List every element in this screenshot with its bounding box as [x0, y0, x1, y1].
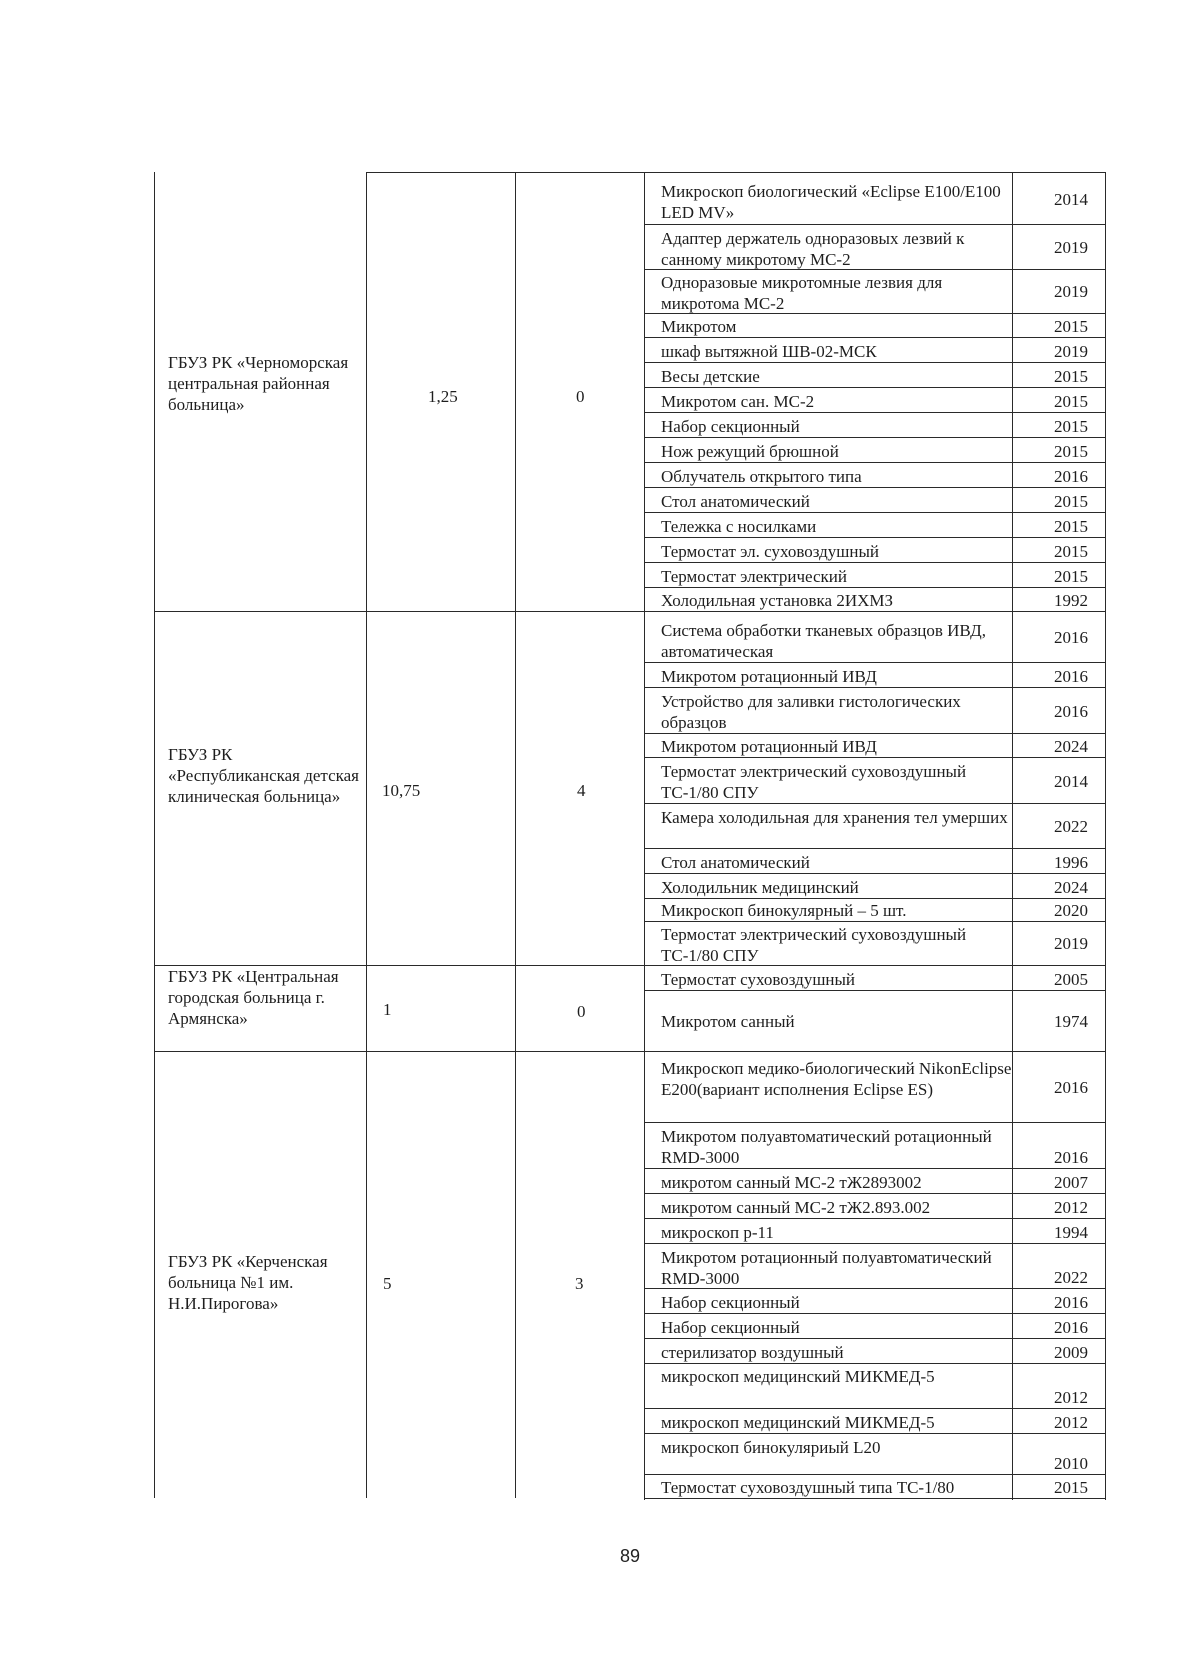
equipment-year: 2016 — [1054, 701, 1088, 721]
equipment-name: Одноразовые микротомные лезвия для микротома МС-2 — [661, 273, 943, 313]
equipment-name: Облучатель открытого типа — [661, 467, 862, 486]
equipment-name: Микротом полуавтоматический ротационный RMD-3000 — [661, 1127, 992, 1167]
equipment-year: 2015 — [1054, 517, 1088, 536]
equipment-year: 2016 — [1054, 1148, 1088, 1167]
equipment-name: микроскоп бинокуляриый L20 — [661, 1438, 881, 1457]
equipment-name: Весы детские — [661, 367, 760, 386]
equipment-year: 2015 — [1054, 317, 1088, 336]
org-name: ГБУЗ РК «Керченская больница №1 им. Н.И.Пирогова» — [168, 1252, 328, 1313]
equipment-year: 1994 — [1054, 1223, 1088, 1242]
table-border-top — [366, 172, 1106, 173]
equipment-name: Набор секционный — [661, 417, 800, 436]
equipment-name: Микротом ротационный полуавтоматический RMD-3000 — [661, 1248, 992, 1288]
equipment-name: микроскоп медицинский МИКМЕД-5 — [661, 1413, 935, 1432]
equipment-year: 2024 — [1054, 737, 1088, 756]
equipment-year: 2015 — [1054, 542, 1088, 561]
equipment-year: 2015 — [1054, 442, 1088, 461]
value-col3: 4 — [577, 781, 586, 800]
equipment-year: 2019 — [1054, 934, 1088, 953]
equipment-name: Микротом сан. МС-2 — [661, 392, 815, 411]
equipment-year: 2005 — [1054, 970, 1088, 989]
page-number: 89 — [619, 1546, 641, 1566]
value-col3: 0 — [576, 387, 585, 406]
equipment-name: Микроскоп биологический «Eclipse E100/E100 LED MV» — [661, 182, 1001, 222]
equipment-year: 2016 — [1054, 667, 1088, 686]
equipment-name: микроскоп медицинский МИКМЕД-5 — [661, 1367, 935, 1386]
equipment-name: Термостат эл. суховоздушный — [661, 542, 879, 561]
equipment-year: 2015 — [1054, 367, 1088, 386]
equipment-year: 2010 — [1054, 1454, 1088, 1473]
equipment-year: 2020 — [1054, 901, 1088, 920]
group-separator-3 — [154, 1051, 1106, 1052]
equipment-name: Система обработки тканевых образцов ИВД, автоматическая — [661, 621, 986, 661]
equipment-name: Микротом санный — [661, 1012, 795, 1031]
equipment-year: 2019 — [1054, 238, 1088, 257]
equipment-name: Микроскоп медико-биологический NikonEclipse E200(вариант исполнения Eclipse ES) — [661, 1059, 1012, 1099]
equipment-name: Микротом ротационный ИВД — [661, 667, 877, 686]
org-name: ГБУЗ РК «Республиканская детская клиническая больница» — [168, 745, 359, 806]
equipment-year: 2014 — [1054, 189, 1088, 209]
table-border-col3 — [515, 172, 516, 1498]
equipment-name: Термостат суховоздушный типа ТС-1/80 — [661, 1478, 955, 1497]
value-col2: 1,25 — [428, 387, 458, 406]
equipment-name: Термостат суховоздушный — [661, 970, 856, 989]
equipment-name: Холодильник медицинский — [661, 878, 859, 897]
table-border-left — [154, 172, 155, 1498]
equipment-year: 2022 — [1054, 1268, 1088, 1287]
equipment-name: Камера холодильная для хранения тел умерших — [661, 808, 1008, 827]
equipment-year: 2019 — [1054, 342, 1088, 361]
equipment-name: Адаптер держатель одноразовых лезвий к санному микротому МС-2 — [661, 229, 965, 269]
equipment-year: 2015 — [1054, 567, 1088, 586]
equipment-name: Микротом — [661, 317, 737, 336]
equipment-year: 2015 — [1054, 392, 1088, 411]
equipment-year: 1992 — [1054, 591, 1088, 610]
table-border-col4 — [644, 172, 645, 1500]
equipment-name: Набор секционный — [661, 1293, 800, 1312]
equipment-year: 2009 — [1054, 1343, 1088, 1362]
equipment-year: 2024 — [1054, 878, 1088, 897]
org-name: ГБУЗ РК «Центральная городская больница г. Армянска» — [168, 967, 339, 1028]
value-col2: 1 — [383, 1000, 392, 1019]
equipment-name: Микроскоп бинокулярный – 5 шт. — [661, 901, 907, 920]
equipment-year: 2012 — [1054, 1388, 1088, 1407]
equipment-name: Стол анатомический — [661, 492, 810, 511]
equipment-name: Набор секционный — [661, 1318, 800, 1337]
equipment-name: Холодильная установка 2ИХМЗ — [661, 591, 894, 610]
equipment-year: 2015 — [1054, 1478, 1088, 1497]
equipment-name: Термостат электрический суховоздушный ТС-1/80 СПУ — [661, 925, 967, 965]
equipment-year: 2019 — [1054, 282, 1088, 301]
equipment-year: 2015 — [1054, 492, 1088, 511]
equipment-year: 2014 — [1054, 771, 1088, 791]
equipment-year: 2016 — [1054, 628, 1088, 647]
org-name: ГБУЗ РК «Черноморская центральная районная больница» — [168, 353, 349, 414]
equipment-name: Термостат электрический — [661, 567, 847, 586]
value-col3: 3 — [575, 1274, 584, 1293]
equipment-name: Стол анатомический — [661, 853, 810, 872]
equipment-year: 2016 — [1054, 1078, 1088, 1097]
value-col2: 10,75 — [382, 781, 421, 800]
equipment-name: Термостат электрический суховоздушный ТС-1/80 СПУ — [661, 762, 967, 802]
equipment-name: Микротом ротационный ИВД — [661, 737, 877, 756]
equipment-name: микротом санный МС-2 тЖ2.893.002 — [661, 1198, 931, 1217]
equipment-year: 2007 — [1054, 1173, 1088, 1192]
equipment-name: микроскоп р-11 — [661, 1223, 774, 1242]
equipment-name: микротом санный МС-2 тЖ2893002 — [661, 1173, 922, 1192]
equipment-name: шкаф вытяжной ШВ-02-МСК — [661, 342, 877, 361]
equipment-year: 2012 — [1054, 1413, 1088, 1432]
equipment-year: 2022 — [1054, 817, 1088, 836]
equipment-name: стерилизатор воздушный — [661, 1343, 844, 1362]
equipment-year: 1974 — [1054, 1012, 1088, 1031]
equipment-year: 2016 — [1054, 1293, 1088, 1312]
equipment-name: Тележка с носилками — [661, 517, 817, 536]
equipment-year: 2012 — [1054, 1198, 1088, 1217]
equipment-name: Нож режущий брюшной — [661, 442, 839, 461]
equipment-name: Устройство для заливки гистологических образцов — [661, 692, 961, 732]
equipment-year: 2015 — [1054, 417, 1088, 436]
equipment-year: 1996 — [1054, 853, 1088, 872]
value-col3: 0 — [577, 1002, 586, 1021]
value-col2: 5 — [383, 1274, 392, 1293]
equipment-year: 2016 — [1054, 1318, 1088, 1337]
equipment-year: 2016 — [1054, 467, 1088, 486]
